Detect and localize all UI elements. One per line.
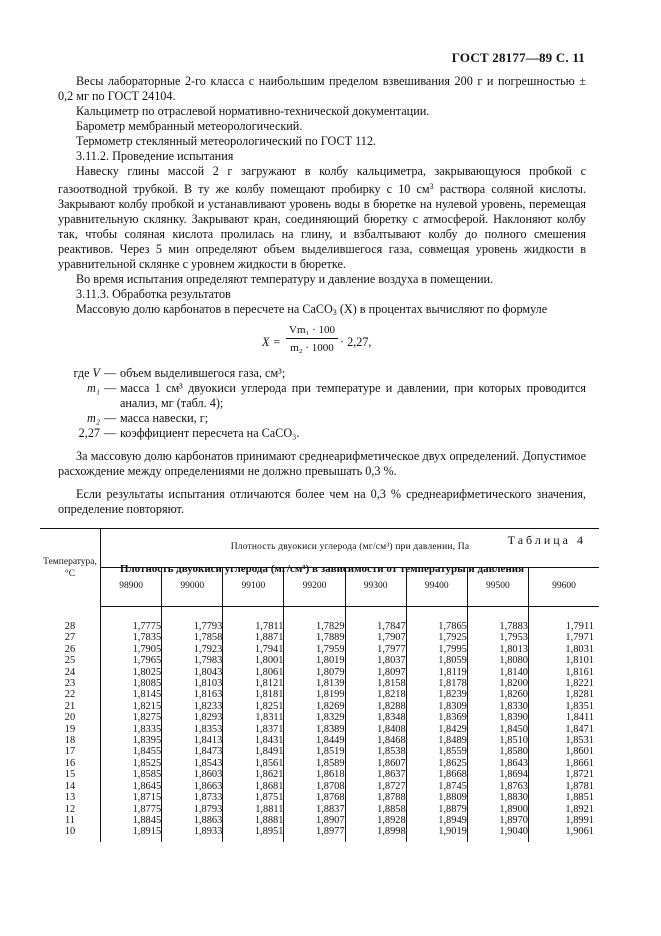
definition-text: масса 1 см³ двуокиси углерода при температуре и давлении, при которых проводится анализ, мг (табл. 4); — [120, 381, 586, 410]
density-cell: 1,8408 — [345, 724, 406, 735]
density-cell: 1,8369 — [406, 712, 467, 723]
density-cell: 1,7847 — [345, 621, 406, 632]
density-cell: 1,8001 — [223, 655, 284, 666]
density-cell: 1,8543 — [162, 758, 223, 769]
density-cell: 1,8411 — [565, 712, 594, 724]
density-cell: 1,8949 — [406, 815, 467, 826]
temperature-cell: 16 — [40, 758, 101, 769]
density-cell: 1,8491 — [223, 746, 284, 757]
definition-text: масса навески, г; — [120, 411, 209, 425]
density-cell: 1,8037 — [345, 655, 406, 666]
density-cell: 1,8390 — [467, 712, 528, 723]
density-cell: 1,8510 — [467, 735, 528, 746]
temperature-cell: 13 — [40, 792, 101, 803]
density-cell: 1,7907 — [345, 632, 406, 643]
density-cell: 1,7923 — [162, 644, 223, 655]
temperature-cell: 18 — [40, 735, 101, 746]
density-cell: 1,8928 — [345, 815, 406, 826]
density-cell: 1,8061 — [223, 667, 284, 678]
density-table — [40, 528, 599, 842]
temperature-header: Температура, °С — [40, 529, 101, 607]
density-cell: 1,8721 — [565, 769, 594, 781]
section-heading-procedure: 3.11.2. Проведение испытания — [76, 149, 234, 163]
temperature-cell: 21 — [40, 701, 101, 712]
formula-lhs: X = — [262, 335, 281, 349]
density-cell: 1,8603 — [162, 769, 223, 780]
paragraph-barometer: Барометр мембранный метеорологический. — [76, 119, 303, 133]
density-cell: 1,8145 — [101, 689, 162, 700]
density-cell: 1,8998 — [345, 826, 406, 841]
paragraph-measure-conditions: Во время испытания определяют температуру и давление воздуха в помещении. — [76, 272, 494, 286]
table-row — [40, 644, 599, 655]
density-cell: 1,7811 — [223, 621, 284, 632]
temperature-cell: 10 — [40, 826, 101, 841]
density-cell: 1,7941 — [223, 644, 284, 655]
formula — [58, 322, 586, 364]
pressure-cell: 99400 — [406, 568, 467, 607]
table-row — [40, 632, 599, 643]
density-cell: 1,9061 — [565, 826, 594, 838]
density-cell: 1,8351 — [565, 700, 594, 712]
temperature-cell: 22 — [40, 689, 101, 700]
definition-symbol: m₁ — [86, 381, 100, 395]
density-cell: 1,7883 — [467, 621, 528, 632]
density-cell: 1,8239 — [406, 689, 467, 700]
density-cell: 1,8915 — [101, 826, 162, 841]
definition-item: m₂ — масса навески, г; — [58, 411, 586, 426]
temperature-cell: 26 — [40, 644, 101, 655]
density-cell: 1,7858 — [162, 632, 223, 643]
definition-text: объем выделившегося газа, см³; — [120, 366, 286, 380]
density-cell: 1,8907 — [284, 815, 345, 826]
formula-numerator: Vm₁ · 100 — [286, 323, 338, 339]
paragraph-thermometer: Термометр стеклянный метеорологический по ГОСТ 112. — [76, 134, 376, 148]
density-cell: 1,8601 — [565, 746, 594, 758]
table-row — [40, 769, 599, 780]
table-row — [40, 655, 599, 666]
density-cell: 1,8637 — [345, 769, 406, 780]
density-cell: 1,8900 — [467, 804, 528, 815]
density-cell: 1,8643 — [467, 758, 528, 769]
formula-coefficient: · 2,27, — [340, 335, 372, 349]
density-cell: 1,8389 — [284, 724, 345, 735]
density-cell: 1,8661 — [565, 757, 594, 769]
density-cell: 1,8788 — [345, 792, 406, 803]
density-cell: 1,8275 — [101, 712, 162, 723]
density-cell: 1,8837 — [284, 804, 345, 815]
density-cell: 1,8921 — [565, 803, 594, 815]
density-cell: 1,8330 — [467, 701, 528, 712]
density-cell: 1,7995 — [406, 644, 467, 655]
density-cell: 1,9019 — [406, 826, 467, 841]
paragraph-procedure: Навеску глины массой 2 г загружают в колбу кальциметра, закрывающуюся пробкой с газоотводной трубкой. В ту же колбу помещают пробирку с 10 $см^3$ раствора соляной кислоты. Закрывают колбу пробкой и устанавливают уровень воды в бюретке на нулевой уровень, перемещая уравнительную склянку. Закрывают кран, соединяющий бюретку с атмосферой. Наклоняют колбу так, чтобы соляная кислота пролилась на глину, и взбалтывают колбу до полного смешения реактивов. Через 5 мин определяют объем выделившегося газа, совмещая уровень жидкости в уравнительной склянке с уровнем жидкости в бюретке. — [58, 164, 587, 271]
density-cell: 1,8715 — [101, 792, 162, 803]
density-cell: 1,8329 — [284, 712, 345, 723]
density-cell: 1,8311 — [223, 712, 284, 723]
density-cell: 1,7983 — [162, 655, 223, 666]
density-cell: 1,8663 — [162, 781, 223, 792]
paragraph-average: За массовую долю карбонатов принимают среднеарифметическое двух определений. Допустимое расхождение между определениями не должно превышать 0,3 %. — [58, 449, 586, 478]
pressure-cell: 99300 — [345, 568, 406, 607]
density-cell: 1,8811 — [223, 804, 284, 815]
density-cell: 1,7905 — [101, 644, 162, 655]
formula-fraction — [286, 323, 338, 356]
table-row — [40, 804, 599, 815]
density-cell: 1,8525 — [101, 758, 162, 769]
table-row — [40, 689, 599, 700]
density-cell: 1,8538 — [345, 746, 406, 757]
density-cell: 1,8085 — [101, 678, 162, 689]
definition-item: 2,27 — коэффициент пересчета на CaCO₃. — [58, 426, 586, 441]
table-row — [40, 724, 599, 735]
table-row — [40, 621, 599, 632]
table-row — [40, 735, 599, 746]
density-cell: 1,8080 — [467, 655, 528, 666]
density-cell: 1,8618 — [284, 769, 345, 780]
density-cell: 1,8218 — [345, 689, 406, 700]
density-cell: 1,8181 — [223, 689, 284, 700]
definition-item: m₁ — масса 1 см³ двуокиси углерода при температуре и давлении, при которых проводится анализ, мг (табл. 4); — [58, 381, 586, 411]
temperature-cell: 20 — [40, 712, 101, 723]
density-cell: 1,8293 — [162, 712, 223, 723]
density-cell: 1,7953 — [467, 632, 528, 643]
density-cell: 1,8101 — [565, 655, 594, 667]
density-cell: 1,8431 — [223, 735, 284, 746]
density-cell: 1,8353 — [162, 724, 223, 735]
density-cell: 1,8977 — [284, 826, 345, 841]
density-cell: 1,9040 — [467, 826, 528, 841]
density-cell: 1,8681 — [223, 781, 284, 792]
table-row — [40, 815, 599, 826]
density-cell: 1,8455 — [101, 746, 162, 757]
density-cell: 1,8951 — [223, 826, 284, 841]
table-row — [40, 792, 599, 803]
density-cell: 1,8830 — [467, 792, 528, 803]
density-cell: 1,7911 — [565, 621, 594, 632]
density-cell: 1,8260 — [467, 689, 528, 700]
density-cell: 1,8845 — [101, 815, 162, 826]
density-cell: 1,8694 — [467, 769, 528, 780]
table-row — [40, 781, 599, 792]
pressure-cell: 99100 — [223, 568, 284, 607]
temperature-cell: 23 — [40, 678, 101, 689]
density-cell: 1,8933 — [162, 826, 223, 841]
table-row — [40, 678, 599, 689]
density-cell: 1,8043 — [162, 667, 223, 678]
density-cell: 1,8097 — [345, 667, 406, 678]
density-cell: 1,8751 — [223, 792, 284, 803]
density-cell: 1,8559 — [406, 746, 467, 757]
density-cell: 1,8413 — [162, 735, 223, 746]
paragraph-scales: Весы лабораторные 2-го класса с наибольшим пределом взвешивания 200 г и погрешностью ± 0,2 мг по ГОСТ 24104. — [58, 74, 586, 103]
section-heading-results: 3.11.3. Обработка результатов — [76, 287, 231, 301]
table-row — [40, 826, 599, 841]
density-cell: 1,8200 — [467, 678, 528, 689]
density-cell: 1,7965 — [101, 655, 162, 666]
density-cell: 1,8215 — [101, 701, 162, 712]
table-body — [40, 621, 599, 842]
density-cell: 1,8025 — [101, 667, 162, 678]
density-cell: 1,8281 — [565, 689, 594, 701]
density-cell: 1,8775 — [101, 804, 162, 815]
density-cell: 1,8140 — [467, 667, 528, 678]
temperature-cell: 11 — [40, 815, 101, 826]
density-cell: 1,8163 — [162, 689, 223, 700]
density-cell: 1,8531 — [565, 735, 594, 747]
density-cell: 1,7829 — [284, 621, 345, 632]
density-cell: 1,8809 — [406, 792, 467, 803]
density-cell: 1,7977 — [345, 644, 406, 655]
density-cell: 1,8519 — [284, 746, 345, 757]
density-cell: 1,8668 — [406, 769, 467, 780]
page-header: ГОСТ 28177—89 С. 11 — [451, 50, 585, 65]
density-cell: 1,8468 — [345, 735, 406, 746]
paragraph-formula-intro: Массовую долю карбонатов в пересчете на CaCO$_3$ (X) в процентах вычисляют по формуле — [76, 302, 548, 317]
density-cell: 1,8851 — [565, 792, 594, 804]
density-cell: 1,7959 — [284, 644, 345, 655]
density-cell: 1,8371 — [223, 724, 284, 735]
density-cell: 1,8863 — [162, 815, 223, 826]
density-cell: 1,8119 — [406, 667, 467, 678]
density-cell: 1,7925 — [406, 632, 467, 643]
paragraph-calcimeter: Кальциметр по отраслевой нормативно-технической документации. — [76, 104, 430, 118]
density-cell: 1,8625 — [406, 758, 467, 769]
density-cell: 1,8763 — [467, 781, 528, 792]
density-cell: 1,8881 — [223, 815, 284, 826]
table-row — [40, 712, 599, 723]
density-cell: 1,7793 — [162, 621, 223, 632]
density-cell: 1,8221 — [565, 678, 594, 690]
density-cell: 1,7775 — [101, 621, 162, 632]
pressure-header: Плотность двуокиси углерода (мг/см³) при давлении, Па — [101, 529, 600, 568]
density-cell: 1,8745 — [406, 781, 467, 792]
definition-symbol: m₂ — [86, 411, 100, 425]
table-row — [40, 758, 599, 769]
table-row — [40, 746, 599, 757]
density-cell: 1,8585 — [101, 769, 162, 780]
density-cell: 1,8178 — [406, 678, 467, 689]
density-cell: 1,8288 — [345, 701, 406, 712]
density-cell: 1,8781 — [565, 780, 594, 792]
temperature-cell: 15 — [40, 769, 101, 780]
density-cell: 1,7865 — [406, 621, 467, 632]
density-cell: 1,8161 — [565, 666, 594, 678]
density-cell: 1,8348 — [345, 712, 406, 723]
density-cell: 1,8793 — [162, 804, 223, 815]
density-cell: 1,8309 — [406, 701, 467, 712]
density-cell: 1,8251 — [223, 701, 284, 712]
density-cell: 1,8449 — [284, 735, 345, 746]
density-cell: 1,8727 — [345, 781, 406, 792]
density-cell: 1,8199 — [284, 689, 345, 700]
density-cell: 1,8031 — [565, 643, 594, 655]
density-cell: 1,8580 — [467, 746, 528, 757]
temperature-cell: 14 — [40, 781, 101, 792]
definition-symbol: где V — [73, 366, 100, 380]
density-cell: 1,8561 — [223, 758, 284, 769]
pressure-cell: 98900 — [101, 568, 162, 607]
density-cell: 1,8335 — [101, 724, 162, 735]
temperature-cell: 19 — [40, 724, 101, 735]
density-cell: 1,8991 — [565, 814, 594, 826]
density-cell: 1,8158 — [345, 678, 406, 689]
density-cell: 1,7971 — [565, 632, 594, 644]
density-cell: 1,8879 — [406, 804, 467, 815]
density-cell: 1,8645 — [101, 781, 162, 792]
pressure-cell: 99000 — [162, 568, 223, 607]
pressure-cell: 99200 — [284, 568, 345, 607]
density-cell: 1,8139 — [284, 678, 345, 689]
formula-denominator: m₂ · 1000 — [290, 342, 334, 354]
density-cell: 1,8450 — [467, 724, 528, 735]
density-cell: 1,8589 — [284, 758, 345, 769]
density-cell: 1,8473 — [162, 746, 223, 757]
table-title: Плотность двуокиси углерода (мг/см³) в зависимости от температуры и давления — [119, 563, 525, 575]
paragraph-repeat: Если результаты испытания отличаются более чем на 0,3 % среднеарифметического значения, определение повторяют. — [58, 487, 586, 516]
density-cell: 1,8429 — [406, 724, 467, 735]
density-cell: 1,8970 — [467, 815, 528, 826]
definition-text: коэффициент пересчета на CaCO₃. — [120, 426, 300, 440]
pressure-cell: 99500 — [467, 568, 528, 607]
density-cell: 1,8733 — [162, 792, 223, 803]
temperature-cell: 27 — [40, 632, 101, 643]
density-cell: 1,8708 — [284, 781, 345, 792]
density-cell: 1,8013 — [467, 644, 528, 655]
density-cell: 1,8233 — [162, 701, 223, 712]
temperature-cell: 17 — [40, 746, 101, 757]
density-cell: 1,8607 — [345, 758, 406, 769]
density-cell: 1,8489 — [406, 735, 467, 746]
density-cell: 1,8768 — [284, 792, 345, 803]
document-body — [58, 74, 586, 577]
pressure-cell: 99600 — [528, 568, 599, 607]
table-row — [40, 667, 599, 678]
density-cell: 1,8395 — [101, 735, 162, 746]
density-cell: 1,8103 — [162, 678, 223, 689]
definitions-list — [58, 366, 586, 441]
density-cell: 1,8019 — [284, 655, 345, 666]
definition-item: где V — объем выделившегося газа, см³; — [58, 366, 586, 381]
density-cell: 1,8471 — [565, 723, 594, 735]
temperature-cell: 28 — [40, 621, 101, 632]
table-number: Таблица 4 — [507, 533, 586, 547]
density-cell: 1,7835 — [101, 632, 162, 643]
temperature-cell: 12 — [40, 804, 101, 815]
density-cell: 1,8871 — [223, 632, 284, 643]
definition-symbol: 2,27 — [78, 426, 100, 440]
temperature-cell: 24 — [40, 667, 101, 678]
density-cell: 1,8269 — [284, 701, 345, 712]
table-row — [40, 701, 599, 712]
density-cell: 1,8858 — [345, 804, 406, 815]
density-cell: 1,8079 — [284, 667, 345, 678]
temperature-cell: 25 — [40, 655, 101, 666]
density-cell: 1,8121 — [223, 678, 284, 689]
density-cell: 1,8621 — [223, 769, 284, 780]
density-cell: 1,8059 — [406, 655, 467, 666]
density-cell: 1,7889 — [284, 632, 345, 643]
